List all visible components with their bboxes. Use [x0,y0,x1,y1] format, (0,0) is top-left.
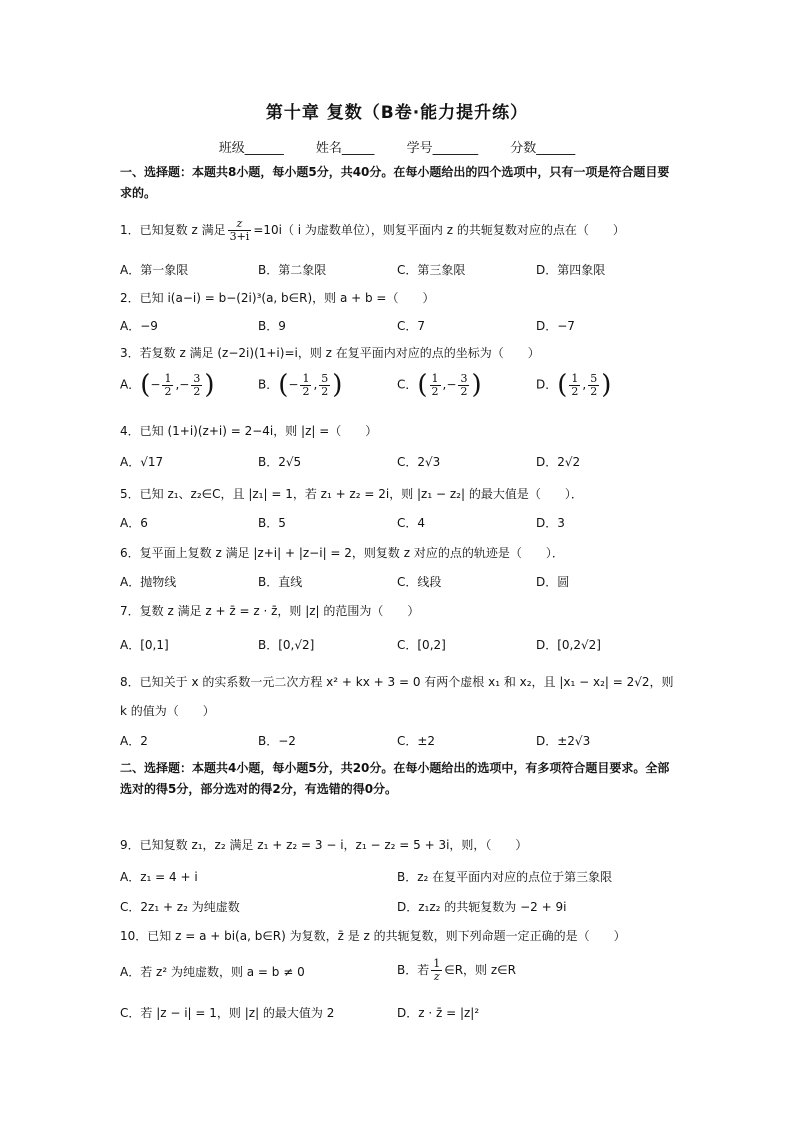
q8-option-b[interactable]: B．−2 [258,734,296,748]
q6-option-b[interactable]: B．直线 [258,575,303,589]
q1-option-d[interactable]: D．第四象限 [536,263,606,277]
question-4: 4．已知 (1+i)(z+i) = 2−4i，则 |z| =（ ） [120,424,378,438]
q1-post: =10i（ i 为虚数单位），则复平面内 z 的共轭复数对应的点在（ ） [253,223,625,237]
student-info-row [0,137,794,156]
name-field[interactable]: 姓名_____ [315,141,375,156]
q5-option-a[interactable]: A．6 [120,516,148,530]
q1-fraction: $\frac{z}{3+i}$ [229,217,250,243]
q10-option-c[interactable]: C．若 |z − i| = 1，则 |z| 的最大值为 2 [120,1006,335,1020]
q6-option-c[interactable]: C．线段 [397,575,442,589]
q10-option-a[interactable]: A．若 z² 为纯虚数，则 a = b ≠ 0 [120,965,305,979]
q8-option-a[interactable]: A．2 [120,734,148,748]
question-8-line-1: 8．已知关于 x 的实系数一元二次方程 x² + kx + 3 = 0 有两个虚根 x₁ 和 x₂，且 |x₁ − x₂| = 2√2，则 [120,675,674,689]
q9-option-d[interactable]: D．z₁z₂ 的共轭复数为 −2 + 9i [397,900,567,914]
question-1 [120,218,690,243]
question-10: 10．已知 z = a + bi(a, b∈R) 为复数，z̄ 是 z 的共轭复数，则下列命题一定正确的是（ ） [120,929,626,943]
question-9: 9．已知复数 z₁，z₂ 满足 z₁ + z₂ = 3 − i，z₁ − z₂ = 5 + 3i，则，（ ） [120,838,528,852]
q5-option-c[interactable]: C．4 [397,516,426,530]
q6-option-d[interactable]: D．圆 [536,575,570,589]
q7-option-d[interactable]: D．[0,2√2] [536,638,601,652]
question-3: 3．若复数 z 满足 (z−2i)(1+i)=i，则 z 在复平面内对应的点的坐标为（ ） [120,346,540,360]
question-7: 7．复数 z 满足 z + z̄ = z · z̄，则 |z| 的范围为（ ） [120,604,420,618]
q7-option-b[interactable]: B．[0,√2] [258,638,315,652]
q7-option-c[interactable]: C．[0,2] [397,638,446,652]
section-2-heading: 二、选择题：本题共4小题，每小题5分，共20分。在每小题给出的选项中，有多项符合题目要求。全部选对的得5分，部分选对的得2分，有选错的得0分。 [120,761,670,796]
q1-option-a[interactable]: A．第一象限 [120,263,189,277]
q3-option-b[interactable]: B．(− $\frac{1}{2}$ , $\frac{5}{2}$ ) [258,370,343,400]
q10-option-d[interactable]: D．z · z̄ = |z|² [397,1006,480,1020]
q4-option-c[interactable]: C．2√3 [397,455,441,469]
question-6: 6．复平面上复数 z 满足 |z+i| + |z−i| = 2，则复数 z 对应的点的轨迹是（ ）． [120,546,564,560]
question-5: 5．已知 z₁、z₂∈C，且 |z₁| = 1，若 z₁ + z₂ = 2i，则 |z₁ − z₂| 的最大值是（ ）． [120,487,583,501]
q3-option-c[interactable]: C．( $\frac{1}{2}$ ,− $\frac{3}{2}$ ) [397,370,482,400]
score-field[interactable]: 分数______ [510,141,576,156]
student-id-field[interactable]: 学号_______ [406,141,479,156]
q9-option-a[interactable]: A．z₁ = 4 + i [120,870,198,884]
q5-option-b[interactable]: B．5 [258,516,286,530]
q3-option-a[interactable]: A．(− $\frac{1}{2}$ ,− $\frac{3}{2}$ ) [120,370,215,400]
q4-option-b[interactable]: B．2√5 [258,455,302,469]
q10-option-b[interactable]: B．若 $\frac{1}{z}$ ∈R，则 z∈R [397,957,516,983]
class-field[interactable]: 班级______ [218,141,284,156]
q4-option-d[interactable]: D．2√2 [536,455,581,469]
q2-option-c[interactable]: C．7 [397,319,426,333]
q2-option-a[interactable]: A．−9 [120,319,158,333]
q4-option-a[interactable]: A．√17 [120,455,164,469]
page-title: 第十章 复数（B卷·能力提升练） [265,103,529,123]
q8-option-d[interactable]: D．±2√3 [536,734,591,748]
q9-option-b[interactable]: B．z₂ 在复平面内对应的点位于第三象限 [397,870,613,884]
q1-pre: 1．已知复数 z 满足 [120,223,226,237]
q9-option-c[interactable]: C．2z₁ + z₂ 为纯虚数 [120,900,240,914]
section-1-heading: 一、选择题：本题共8小题，每小题5分，共40分。在每小题给出的四个选项中，只有一项是符合题目要求的。 [120,165,670,200]
question-8-line-2: k 的值为（ ） [120,704,215,718]
q5-option-d[interactable]: D．3 [536,516,565,530]
q6-option-a[interactable]: A．抛物线 [120,575,177,589]
question-2: 2．已知 i(a−i) = b−(2i)³(a, b∈R)，则 a + b =（ ） [120,291,435,305]
q7-option-a[interactable]: A．[0,1] [120,638,169,652]
q3-option-d[interactable]: D．( $\frac{1}{2}$ , $\frac{5}{2}$ ) [536,370,612,400]
q1-option-c[interactable]: C．第三象限 [397,263,466,277]
q1-option-b[interactable]: B．第二象限 [258,263,327,277]
q8-option-c[interactable]: C．±2 [397,734,436,748]
q2-option-d[interactable]: D．−7 [536,319,575,333]
q2-option-b[interactable]: B．9 [258,319,286,333]
